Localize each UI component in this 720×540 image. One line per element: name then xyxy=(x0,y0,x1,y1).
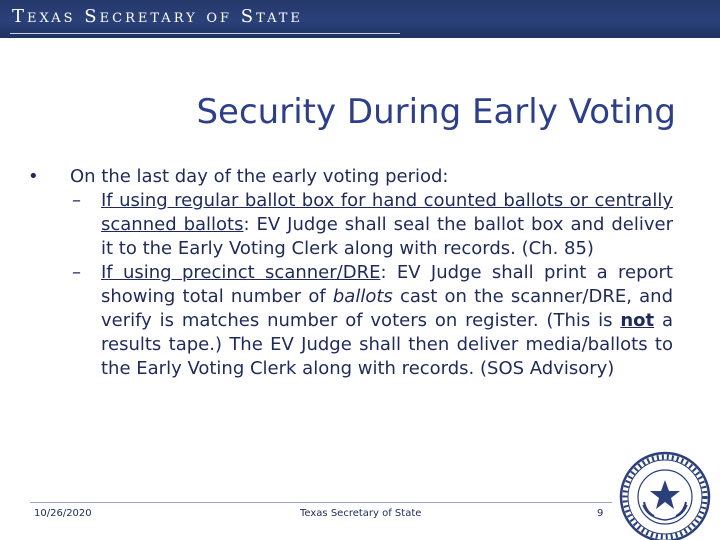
page-number: 9 xyxy=(597,508,604,519)
sub-bullet-text: cast on the scanner/DRE, and verify is matches number of voters on register. (This is xyxy=(101,286,673,331)
sub-bullet-marker: – xyxy=(72,190,81,211)
sub-bullet-underlined-text: If using regular ballot box for hand counted ballots or centrally scanned ballots xyxy=(101,190,673,235)
footer-title: Texas Secretary of State xyxy=(300,508,422,519)
sub-bullet-emphasis-text: not xyxy=(620,310,655,331)
sub-bullet-text: : EV Judge shall seal the ballot box and deliver it to the Early Voting Clerk along with records. (Ch. 85) xyxy=(101,214,673,259)
footer-divider xyxy=(30,502,612,503)
slide-title: Security During Early Voting xyxy=(196,92,676,132)
footer-date: 10/26/2020 xyxy=(34,508,92,519)
sub-bullet-underlined-text: If using precinct scanner/DRE xyxy=(101,262,381,283)
texas-state-seal-icon xyxy=(608,450,720,540)
bullet-item xyxy=(28,165,673,189)
slide-body xyxy=(28,165,673,381)
sub-bullet-marker: – xyxy=(72,262,81,283)
header-org-name: Texas Secretary of State xyxy=(12,6,303,27)
sub-bullet-item xyxy=(72,189,673,261)
sub-bullet-italic-text: ballots xyxy=(332,286,393,307)
bullet-text: On the last day of the early voting period: xyxy=(70,166,449,187)
header-bar xyxy=(0,0,720,38)
sub-bullet-item xyxy=(72,261,673,381)
header-divider xyxy=(10,33,400,34)
sub-bullet-text: : EV Judge shall print a report showing total number of xyxy=(101,262,673,307)
sub-bullet-text: a results tape.) The EV Judge shall then deliver media/ballots to the Early Voting Clerk along with records. (SOS Advisory) xyxy=(101,310,673,379)
bullet-marker: • xyxy=(28,166,39,187)
